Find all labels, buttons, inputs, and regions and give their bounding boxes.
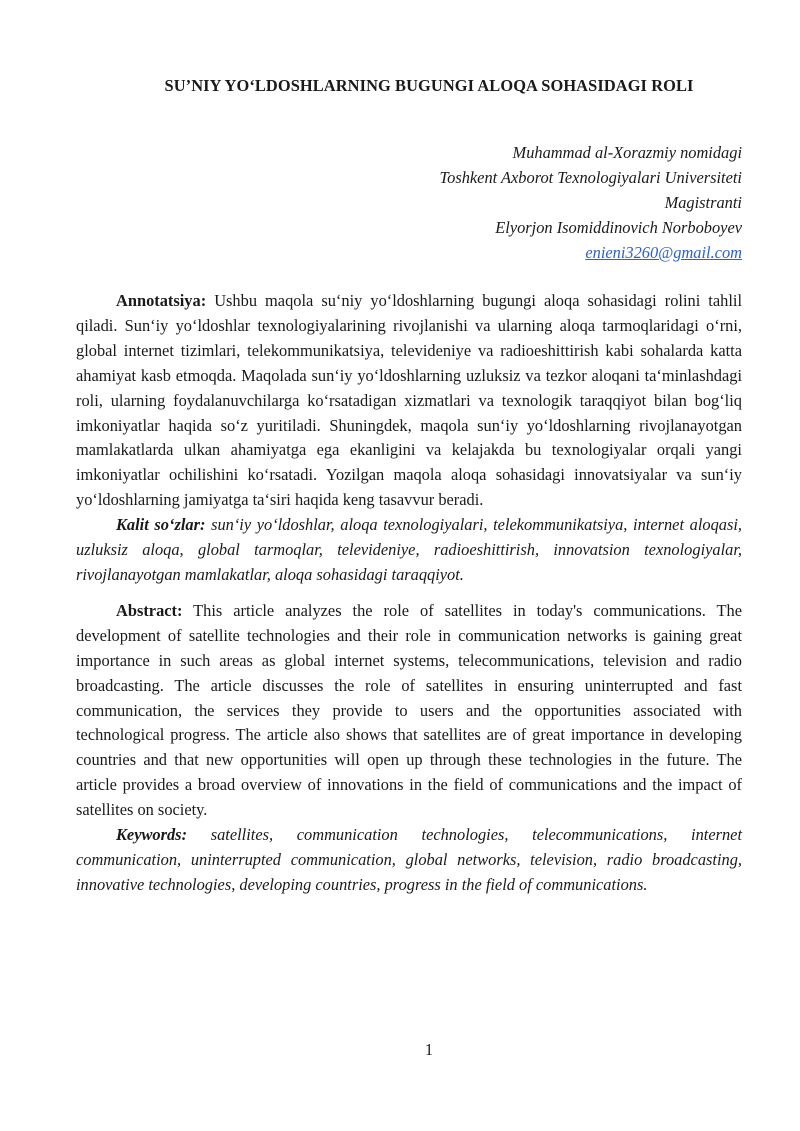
author-email-link[interactable]: enieni3260@gmail.com [585, 243, 742, 262]
annotatsiya-text: Ushbu maqola su‘niy yo‘ldoshlarning bugungi aloqa sohasidagi rolini tahlil qiladi. Sun‘iy yo‘ldoshlar texnologiyalarining rivojlanishi va ularning aloqa tarmoqlaridagi o‘rni, global internet tizimlari, telekommunikatsiya, televideniye va radioeshittirish kabi sohalarda katta ahamiyat kasb etmoqda. Maqolada sun‘iy yo‘ldoshlarning uzluksiz va tezkor aloqani ta‘minlashdagi roli, ularning foydalanuvchilarga ko‘rsatadigan xizmatlari va texnologik taraqqiyot bilan bog‘liq imkoniyatlar haqida so‘z yuritiladi. Shuningdek, maqola sun‘iy yo‘ldoshlarning rivojlanayotgan mamlakatlarda ulkan ahamiyatga ega ekanligini va kelajakda bu texnologiyalar orqali yangi imkoniyatlar ochilishini ko‘rsatadi. Yozilgan maqola aloqa sohasidagi innovatsiyalar va sun‘iy yo‘ldoshlarning jamiyatga ta‘siri haqida keng tasavvur beradi. [76, 291, 742, 510]
abstract-label: Abstract: [116, 600, 183, 620]
author-affiliation-line2: Toshkent Axborot Texnologiyalari Universiteti [439, 168, 742, 187]
kalit-sozlar-paragraph [76, 513, 742, 588]
author-name: Elyorjon Isomiddinovich Norboboyev [495, 218, 742, 237]
page-number: 1 [424, 1040, 434, 1059]
keywords-text: satellites, communication technologies, telecommunications, internet communication, uninterrupted communication, global networks, television, radio broadcasting, innovative technologies, developing countries, progress in the field of communications. [76, 825, 742, 894]
annotatsiya-paragraph [76, 289, 742, 513]
kalit-sozlar-text: sun‘iy yo‘ldoshlar, aloqa texnologiyalari, telekommunikatsiya, internet aloqasi, uzluksiz aloqa, global tarmoqlar, televideniye, radioeshittirish, innovatsion texnologiyalar, rivojlanayotgan mamlakatlar, aloqa sohasidagi taraqqiyot. [76, 515, 742, 584]
abstract-text: This article analyzes the role of satellites in today's communications. The development of satellite technologies and their role in communication networks is gaining great importance in such areas as global internet systems, telecommunications, television and radio broadcasting. The article discusses the role of satellites in ensuring uninterrupted and fast communication, the services they provide to users and the opportunities associated with technological progress. The article also shows that satellites are of great importance in developing countries and that new opportunities will open up through these technologies in the future. The article provides a broad overview of innovations in the field of communications and the impact of satellites on society. [76, 600, 742, 820]
abstract-paragraph [76, 599, 742, 823]
keywords-paragraph [76, 823, 742, 898]
kalit-sozlar-label: Kalit so‘zlar: [116, 515, 206, 535]
document-page [76, 0, 742, 1131]
author-block [222, 140, 742, 265]
annotatsiya-label: Annotatsiya: [116, 291, 207, 310]
article-title: SU’NIY YO‘LDOSHLARNING BUGUNGI ALOQA SOHASIDAGI ROLI [164, 76, 694, 95]
author-affiliation-line1: Muhammad al-Xorazmiy nomidagi [512, 143, 742, 162]
keywords-label: Keywords: [116, 825, 188, 845]
author-position: Magistranti [664, 193, 742, 212]
article-body [76, 289, 742, 898]
